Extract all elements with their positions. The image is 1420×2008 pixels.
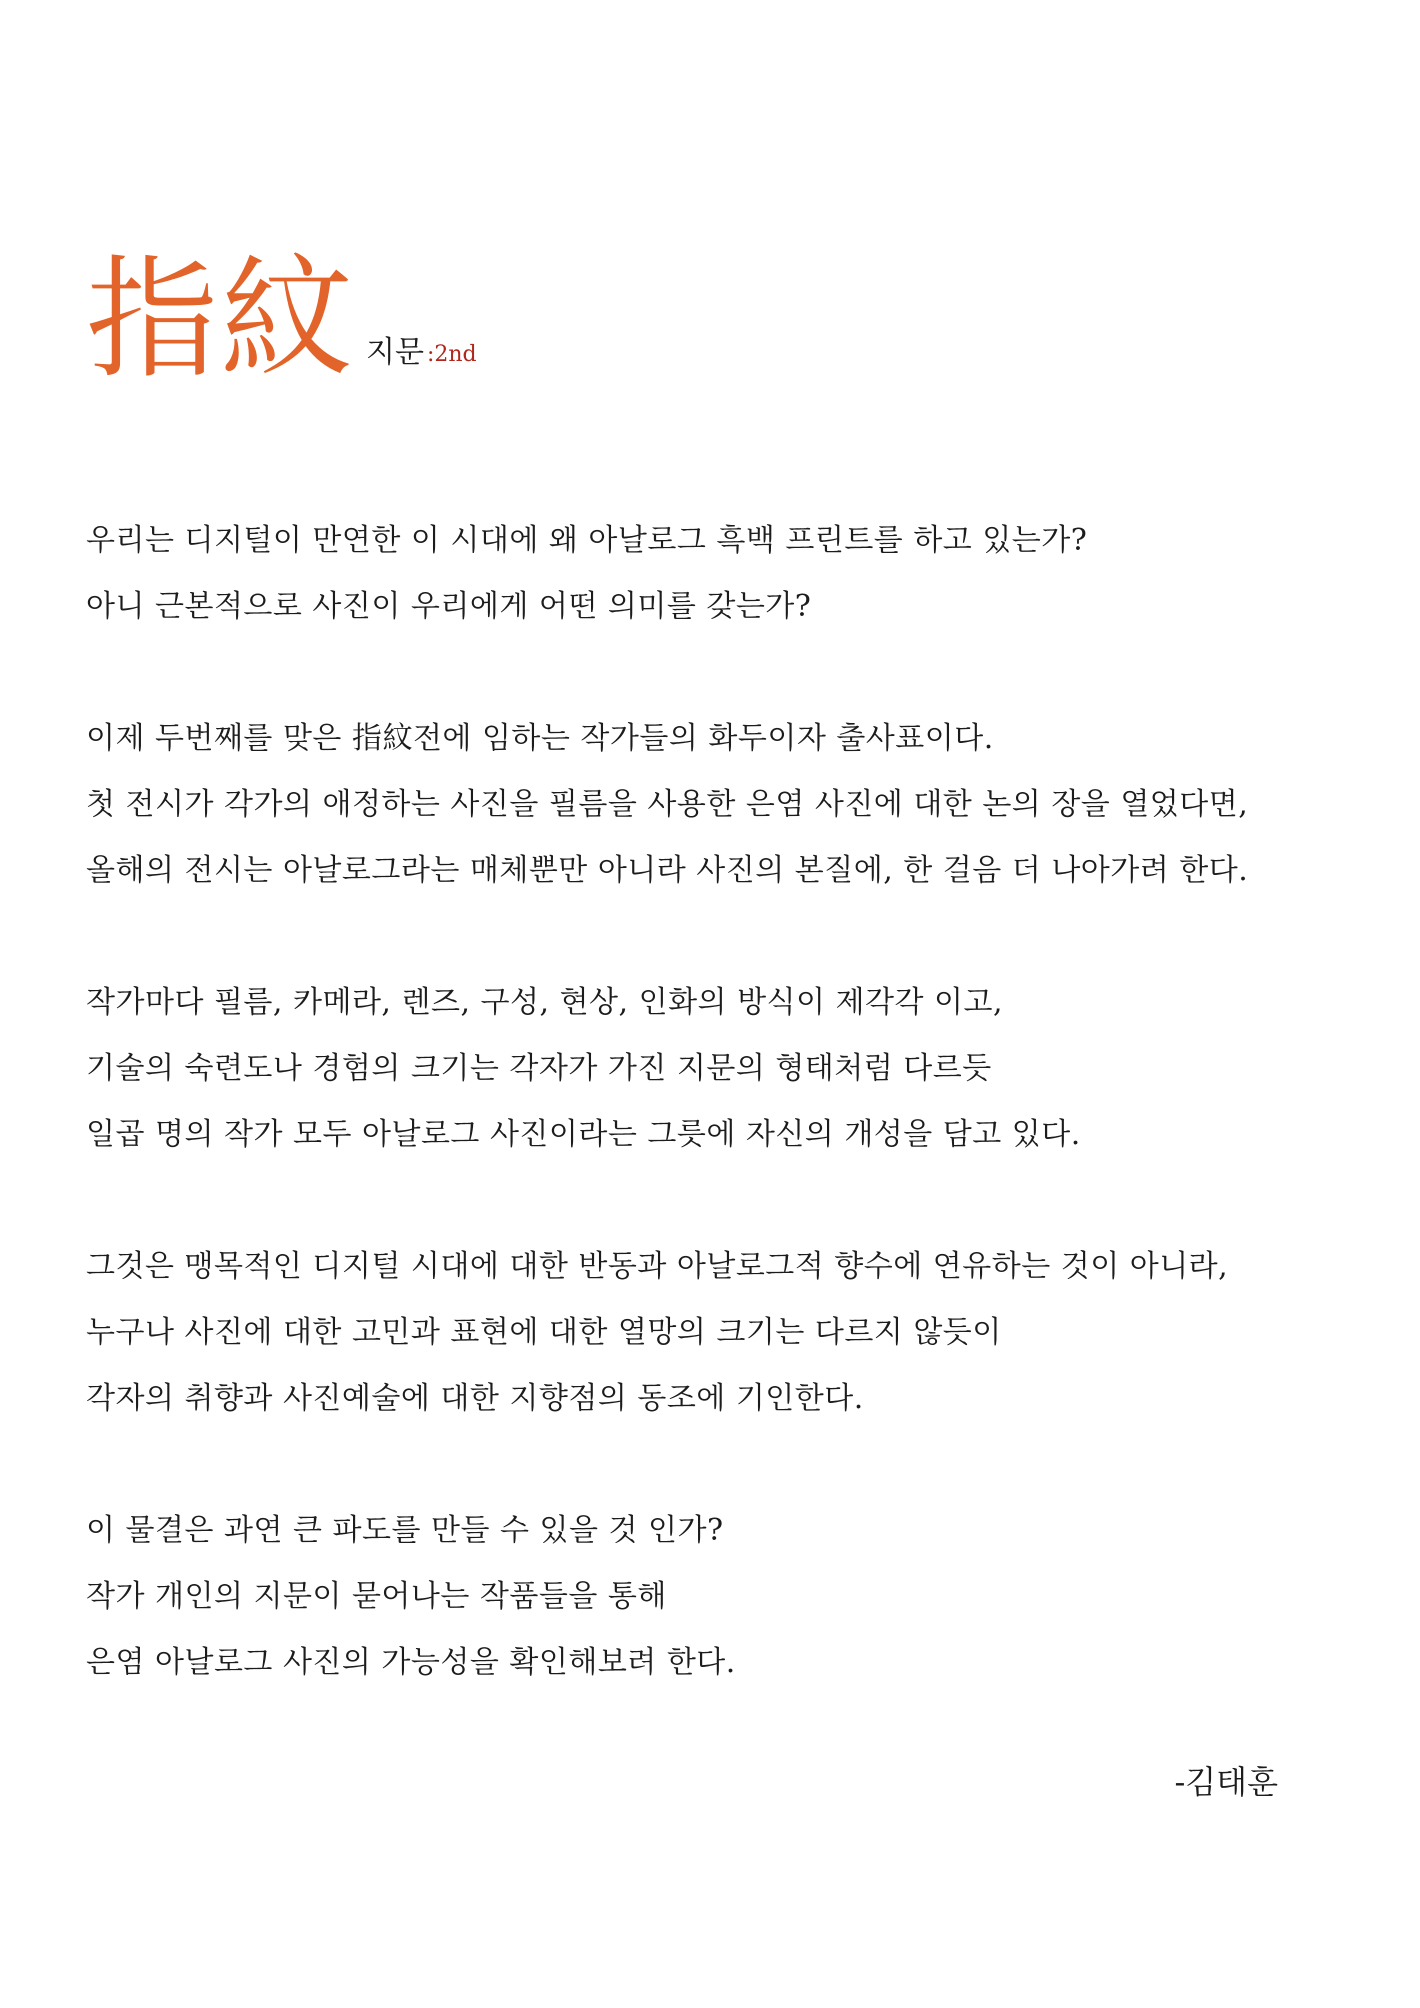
- title-subtitle: [366, 335, 477, 370]
- paragraph-2: [86, 706, 1346, 904]
- paragraph-1: [86, 508, 1346, 640]
- text-line: 이 물결은 과연 큰 파도를 만들 수 있을 것 인가?: [86, 1513, 724, 1548]
- title-block: [86, 236, 477, 397]
- author-signature: -김태훈: [1174, 1763, 1278, 1801]
- text-line: 누구나 사진에 대한 고민과 표현에 대한 열망의 크기는 다르지 않듯이: [86, 1315, 1002, 1350]
- text-line: 이제 두번째를 맞은 指紋전에 임하는 작가들의 화두이자 출사표이다.: [86, 721, 994, 756]
- text-line: 작가마다 필름, 카메라, 렌즈, 구성, 현상, 인화의 방식이 제각각 이고,: [86, 985, 1004, 1020]
- title-edition: 2nd: [434, 342, 477, 367]
- text-line: 은염 아날로그 사진의 가능성을 확인해보려 한다.: [86, 1645, 736, 1680]
- paragraph-3: [86, 970, 1346, 1168]
- text-line: 아니 근본적으로 사진이 우리에게 어떤 의미를 갖는가?: [86, 589, 812, 624]
- text-line: 첫 전시가 각가의 애정하는 사진을 필름을 사용한 은염 사진에 대한 논의 장을 열었다면,: [86, 787, 1249, 822]
- text-line: 올해의 전시는 아날로그라는 매체뿐만 아니라 사진의 본질에, 한 걸음 더 나아가려 한다.: [86, 853, 1249, 888]
- text-line: 각자의 취향과 사진예술에 대한 지향점의 동조에 기인한다.: [86, 1381, 864, 1416]
- paragraph-5: [86, 1498, 1346, 1696]
- title-korean: 지문: [366, 335, 424, 370]
- text-line: 작가 개인의 지문이 묻어나는 작품들을 통해: [86, 1579, 667, 1614]
- text-line: 일곱 명의 작가 모두 아날로그 사진이라는 그릇에 자신의 개성을 담고 있다.: [86, 1117, 1081, 1152]
- paragraph-4: [86, 1234, 1346, 1432]
- text-line: 그것은 맹목적인 디지털 시대에 대한 반동과 아날로그적 향수에 연유하는 것이 아니라,: [86, 1249, 1229, 1284]
- title-hanja: 指紋: [86, 243, 354, 397]
- text-line: 기술의 숙련도나 경험의 크기는 각자가 가진 지문의 형태처럼 다르듯: [86, 1051, 992, 1086]
- body-text: [86, 508, 1346, 1762]
- title-separator: :: [426, 342, 435, 367]
- text-line: 우리는 디지털이 만연한 이 시대에 왜 아날로그 흑백 프린트를 하고 있는가?: [86, 523, 1088, 558]
